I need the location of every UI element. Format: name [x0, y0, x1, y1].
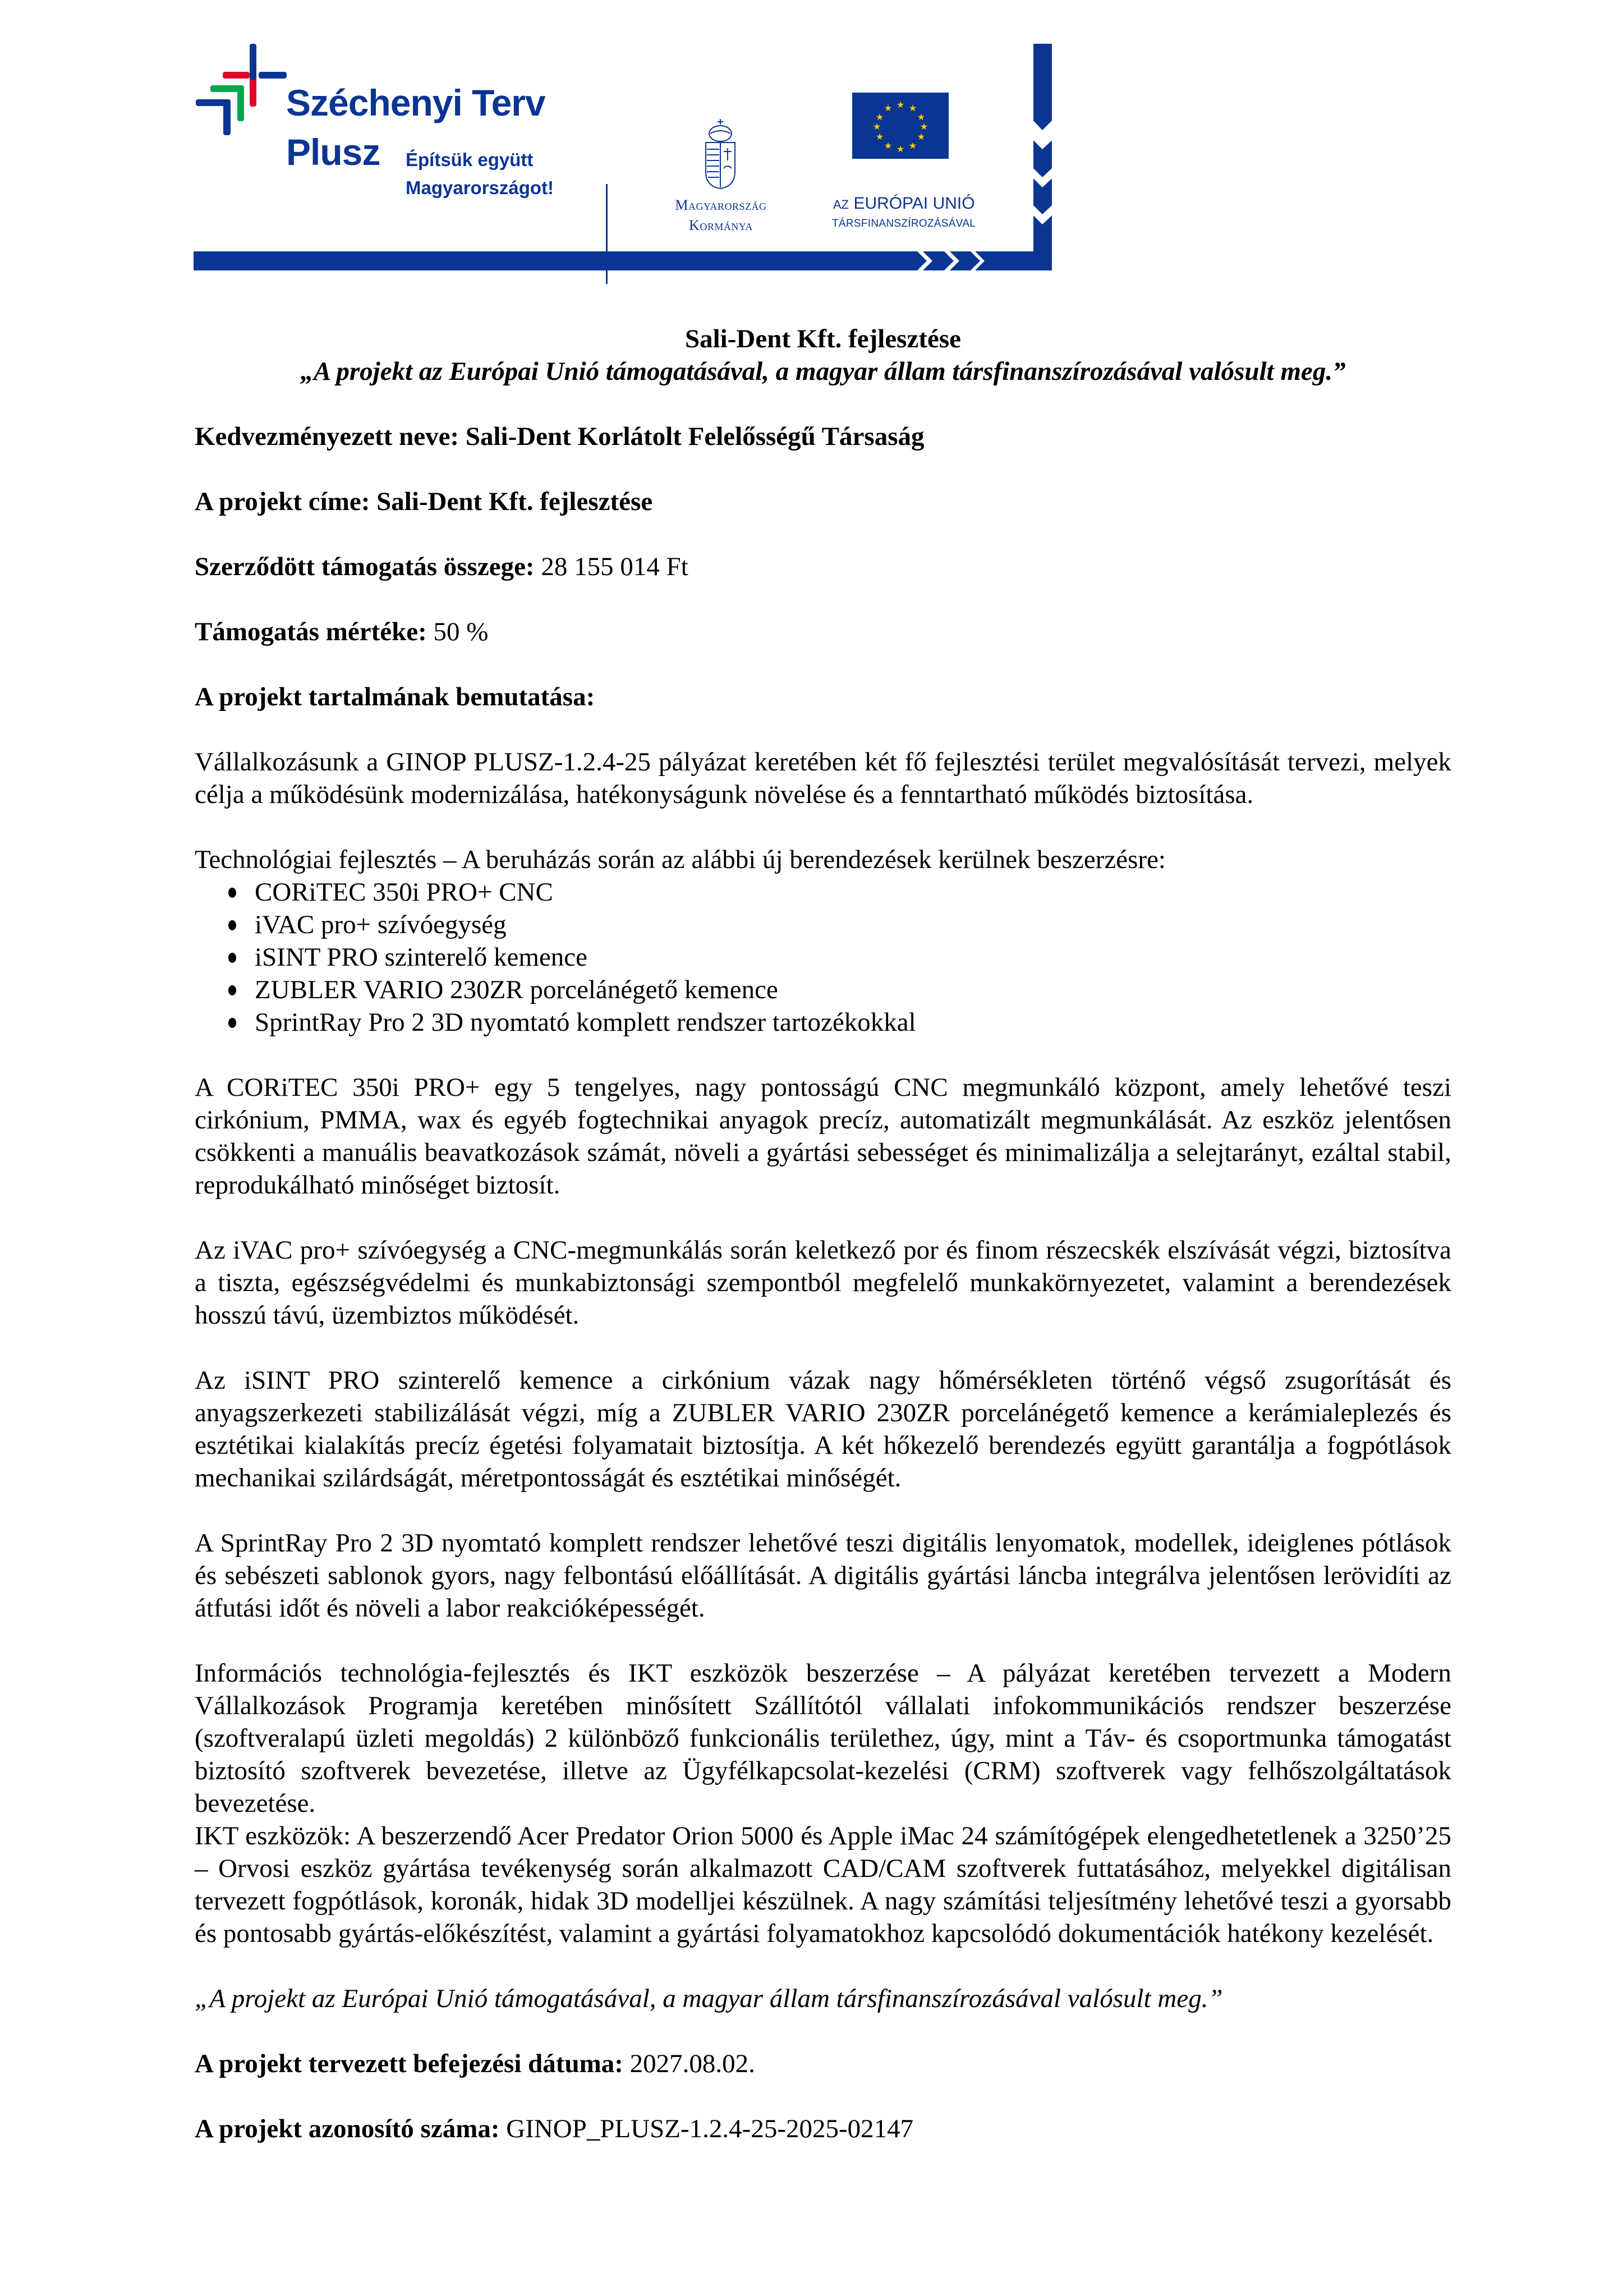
- content-heading: A projekt tartalmának bemutatása:: [195, 682, 595, 711]
- bullet-icon: [228, 953, 236, 963]
- svg-text:★: ★: [908, 103, 917, 113]
- eu-line-1: EURÓPAI UNIÓ: [853, 194, 975, 213]
- government-line-1: Magyarország: [675, 197, 767, 213]
- bullet-icon: [228, 1018, 236, 1028]
- eu-label: [833, 194, 975, 213]
- szechenyi-title: Széchenyi Terv: [286, 82, 545, 123]
- project-title-field: A projekt címe: Sali-Dent Kft. fejlesztése: [195, 487, 653, 516]
- svg-text:★: ★: [917, 112, 926, 122]
- svg-text:★: ★: [917, 131, 926, 142]
- equipment-item-label: CORiTEC 350i PRO+ CNC: [255, 878, 553, 907]
- bullet-icon: [228, 888, 236, 898]
- completion-date-label: A projekt tervezett befejezési dátuma:: [195, 2049, 623, 2078]
- completion-date-field: [195, 2047, 1451, 2080]
- svg-text:★: ★: [919, 121, 928, 132]
- funding-banner: [194, 39, 1058, 275]
- beneficiary-field: Kedvezményezett neve: Sali-Dent Korlátolt Felelősségű Társaság: [195, 422, 925, 451]
- contracted-support-field: [195, 550, 1451, 583]
- contracted-support-label: Szerződött támogatás összege:: [195, 552, 535, 581]
- project-id-value: GINOP_PLUSZ-1.2.4-25-2025-02147: [499, 2114, 914, 2143]
- it-development-paragraph: Információs technológia-fejlesztés és IKT eszközök beszerzése – A pályázat keretében tervezett a Modern Vállalkozások Programja keretében minősített Szállítótól vállalati infokommunikációs rendszer beszerzése (szoftveralapú üzleti megoldás) 2 különböző funkcionális területhez, úgy, mint a Táv- és csoportmunka támogatást biztosító szoftverek bevezetése, illetve az Ügyfélkapcsolat-kezelési (CRM) szoftverek vagy felhőszolgáltatások bevezetése.: [195, 1659, 1451, 1818]
- svg-text:★: ★: [896, 99, 905, 110]
- eu-statement-bottom: „A projekt az Európai Unió támogatásával, a magyar állam társfinanszírozásával valósult meg.”: [195, 1984, 1223, 2013]
- svg-text:★: ★: [908, 140, 917, 151]
- banner-divider: [606, 184, 608, 284]
- project-id-field: [195, 2113, 1451, 2145]
- project-id-label: A projekt azonosító száma:: [195, 2114, 500, 2143]
- completion-date-value: 2027.08.02.: [623, 2049, 755, 2078]
- eu-statement-top: „A projekt az Európai Unió támogatásával, a magyar állam társfinanszírozásával valósult meg.”: [300, 357, 1346, 386]
- list-item: [195, 908, 1451, 941]
- technology-intro: Technológiai fejlesztés – A beruházás során az alábbi új berendezések kerülnek beszerzésre:: [195, 845, 1166, 874]
- contracted-support-value: 28 155 014 Ft: [534, 552, 688, 581]
- equipment-item-label: iVAC pro+ szívóegység: [255, 910, 507, 939]
- support-rate-field: [195, 616, 1451, 648]
- list-item: [195, 1006, 1451, 1039]
- intro-paragraph: Vállalkozásunk a GINOP PLUSZ-1.2.4-25 pályázat keretében két fő fejlesztési terület megvalósítását tervezi, melyek célja a működésünk modernizálása, hatékonyságunk növelése és a fenntartható működés biztosítása.: [195, 747, 1451, 809]
- equipment-list: [195, 876, 1451, 1039]
- ivac-paragraph: Az iVAC pro+ szívóegység a CNC-megmunkálás során keletkező por és finom részecskék elszívását végzi, biztosítva a tiszta, egészségvédelmi és munkabiztonsági szempontból megfelelő munkakörnyezetet, valamint a berendezések hosszú távú, üzembiztos működését.: [195, 1236, 1451, 1330]
- slogan-line-2: Magyarországot!: [406, 177, 554, 198]
- szechenyi-plus: Plusz: [286, 131, 380, 173]
- szechenyi-slogan: [406, 146, 554, 202]
- svg-text:★: ★: [875, 131, 884, 142]
- bullet-icon: [228, 920, 236, 930]
- slogan-line-1: Építsük együtt: [406, 149, 534, 170]
- svg-text:★: ★: [872, 121, 881, 132]
- list-item: [195, 973, 1451, 1006]
- eu-cofinancing-label: TÁRSFINANSZÍROZÁSÁVAL: [832, 218, 976, 229]
- coritec-paragraph: A CORiTEC 350i PRO+ egy 5 tengelyes, nagy pontosságú CNC megmunkáló központ, amely lehetővé teszi cirkónium, PMMA, wax és egyéb fogtechnikai anyagok precíz, automatizált megmunkálását. Az eszköz jelentősen csökkenti a manuális beavatkozások számát, növeli a gyártási sebességet és minimalizálja a selejtarányt, ezáltal stabil, reprodukálható minőséget biztosít.: [195, 1073, 1451, 1200]
- szechenyi-cross-logo-icon: [194, 39, 289, 140]
- svg-text:★: ★: [896, 144, 905, 154]
- hungarian-coat-of-arms-icon: [701, 118, 739, 190]
- equipment-item-label: ZUBLER VARIO 230ZR porcelánégető kemence: [255, 975, 778, 1004]
- government-line-2: Kormánya: [689, 217, 753, 233]
- support-rate-label: Támogatás mértéke:: [195, 617, 427, 646]
- bullet-icon: [228, 985, 236, 995]
- list-item: [195, 876, 1451, 908]
- ikt-devices-paragraph: IKT eszközök: A beszerzendő Acer Predator Orion 5000 és Apple iMac 24 számítógépek elengedhetetlenek a 3250’25 – Orvosi eszköz gyártása tevékenység során alkalmazott CAD/CAM szoftverek futtatásához, melyekkel digitálisan tervezett fogpótlások, koronák, hidak 3D modelljei készülnek. A nagy számítási teljesítmény lehetővé teszi a gyorsabb és pontosabb gyártás-előkészítést, valamint a gyártási folyamatokhoz kapcsolódó dokumentációk hatékony kezelését.: [195, 1821, 1451, 1948]
- list-item: [195, 941, 1451, 973]
- document-body: [195, 323, 1451, 2145]
- sprintray-paragraph: A SprintRay Pro 2 3D nyomtató komplett rendszer lehetővé teszi digitális lenyomatok, modellek, ideiglenes pótlások és sebészeti sablonok gyors, nagy felbontású előállítását. A digitális gyártási láncba integrálva jelentősen lerövidíti az átfutási időt és növeli a labor reakcióképességét.: [195, 1528, 1451, 1623]
- eu-prefix: AZ: [833, 198, 849, 212]
- svg-text:★: ★: [884, 103, 893, 113]
- eu-flag-icon: [852, 93, 949, 159]
- equipment-item-label: iSINT PRO szinterelő kemence: [255, 943, 588, 972]
- government-label: [659, 195, 783, 236]
- svg-text:★: ★: [875, 112, 884, 122]
- isint-paragraph: Az iSINT PRO szinterelő kemence a cirkónium vázak nagy hőmérsékleten történő végső zsugorítását és anyagszerkezeti stabilizálását végzi, míg a ZUBLER VARIO 230ZR porcelánégető kemence a kerámialeplezés és esztétikai kialakítás precíz égetési folyamatait biztosítja. A két hőkezelő berendezés együtt garantálja a fogpótlások mechanikai szilárdságát, méretpontosságát és esztétikai minőségét.: [195, 1366, 1451, 1493]
- equipment-item-label: SprintRay Pro 2 3D nyomtató komplett rendszer tartozékokkal: [255, 1008, 916, 1037]
- svg-text:★: ★: [884, 140, 893, 151]
- page-title: Sali-Dent Kft. fejlesztése: [684, 324, 961, 353]
- support-rate-value: 50 %: [426, 617, 489, 646]
